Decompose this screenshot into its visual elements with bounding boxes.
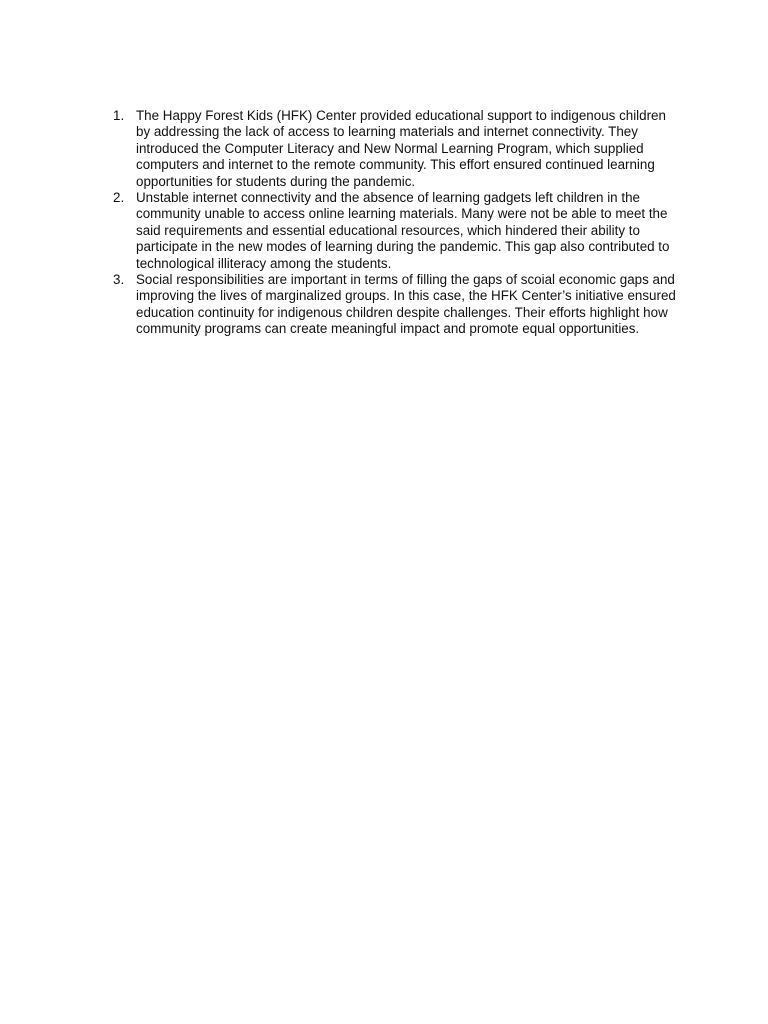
numbered-answer-list <box>113 108 683 338</box>
answer-item-2 <box>113 190 683 272</box>
answer-item-3 <box>113 272 683 338</box>
answer-text-1: The Happy Forest Kids (HFK) Center provided educational support to indigenous children by addressing the lack of access to learning materials and internet connectivity. They introduced the Computer Literacy and New Normal Learning Program, which supplied computers and internet to the remote community. This effort ensured continued learning opportunities for students during the pandemic. <box>136 108 666 189</box>
answer-number-1: 1. <box>113 108 125 123</box>
answer-text-3: Social responsibilities are important in terms of filling the gaps of scoial economic gaps and improving the lives of marginalized groups. In this case, the HFK Center’s initiative ensured education continuity for indigenous children despite challenges. Their efforts highlight how community programs can create meaningful impact and promote equal opportunities. <box>136 272 676 337</box>
answer-item-1 <box>113 108 683 190</box>
answer-number-3: 3. <box>113 272 125 288</box>
answer-text-2: Unstable internet connectivity and the absence of learning gadgets left children in the community unable to access online learning materials. Many were not be able to meet the said requirements and essential educational resources, which hindered their ability to participate in the new modes of learning during the pandemic. This gap also contributed to technological illiteracy among the students. <box>136 190 670 271</box>
answer-number-2: 2. <box>113 190 125 206</box>
